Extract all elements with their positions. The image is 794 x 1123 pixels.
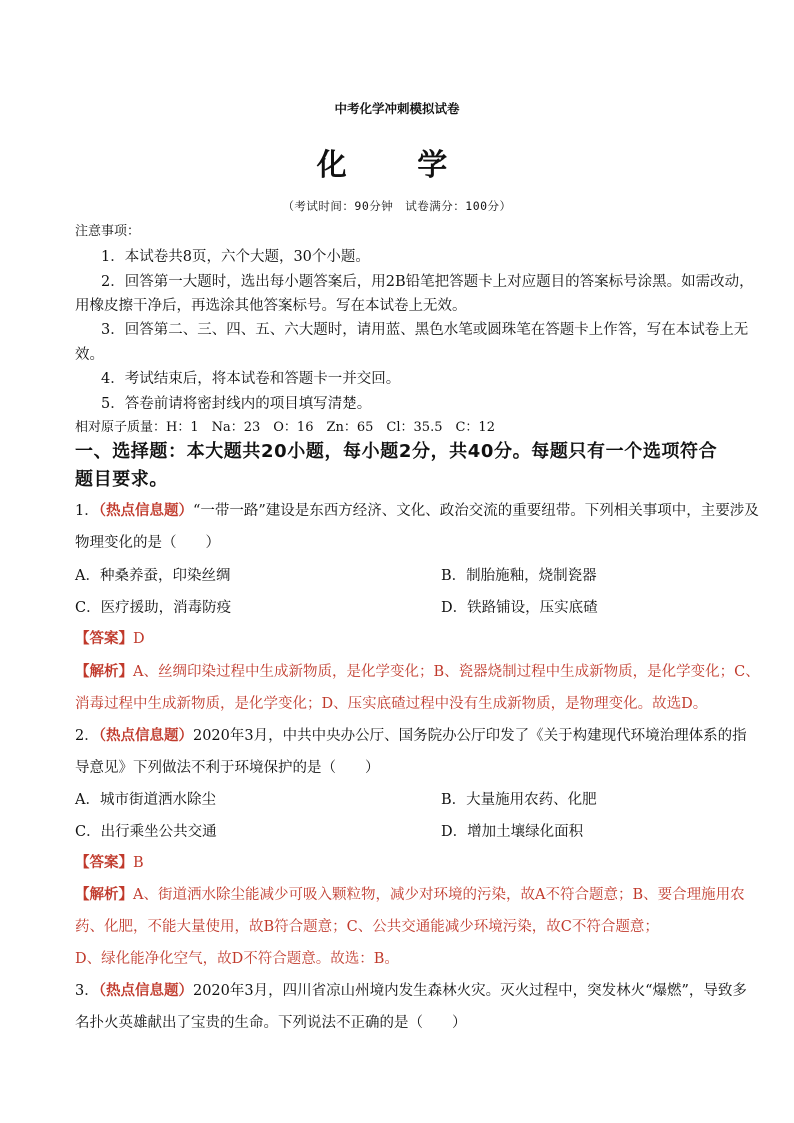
answer-label: 【答案】 bbox=[75, 854, 133, 871]
analysis-label: 【解析】 bbox=[75, 886, 133, 903]
option-a: A．城市街道洒水除尘 bbox=[75, 792, 216, 808]
question-3-stem-cont: 名扑火英雄献出了宝贵的生命。下列说法不正确的是（ ） bbox=[75, 1015, 467, 1031]
question-2-analysis-cont: D、绿化能净化空气，故D不符合题意。故选：B。 bbox=[75, 951, 399, 967]
answer-value: D bbox=[133, 631, 145, 647]
answer-value: B bbox=[133, 855, 144, 871]
question-1-options-row1 bbox=[75, 564, 715, 585]
notes-heading: 注意事项： bbox=[75, 224, 141, 239]
question-2-options-row2 bbox=[75, 820, 715, 841]
option-b: B．大量施用农药、化肥 bbox=[441, 792, 597, 808]
question-number: 3． bbox=[75, 983, 99, 999]
analysis-label: 【解析】 bbox=[75, 663, 133, 680]
note-item: 3．回答第二、三、四、五、六大题时，请用蓝、黑色水笔或圆珠笔在答题卡上作答，写在本试卷上无 bbox=[101, 322, 749, 338]
option-c: C．医疗援助，消毒防疫 bbox=[75, 600, 232, 616]
question-1-answer bbox=[75, 627, 145, 648]
note-item: 用橡皮擦干净后，再选涂其他答案标号。写在本试卷上无效。 bbox=[75, 298, 467, 314]
exam-title: 化 学 bbox=[316, 148, 478, 183]
question-3-stem bbox=[75, 979, 747, 1000]
question-1-stem bbox=[75, 499, 759, 520]
question-text: 2020年3月，中共中央办公厅、国务院办公厅印发了《关于构建现代环境治理体系的指 bbox=[192, 728, 747, 744]
question-tag: （热点信息题） bbox=[98, 502, 193, 519]
atomic-mass: 相对原子质量：H：1 Na：23 O：16 Zn：65 Cl：35.5 C：12 bbox=[75, 420, 495, 435]
question-number: 1． bbox=[75, 503, 99, 519]
note-item: 4．考试结束后，将本试卷和答题卡一并交回。 bbox=[101, 371, 401, 387]
question-1-analysis-cont: 消毒过程中生成新物质，是化学变化；D、压实底碴过程中没有生成新物质，是物理变化。故选D。 bbox=[75, 696, 708, 712]
note-item: 2．回答第一大题时，选出每小题答案后，用2B铅笔把答题卡上对应题目的答案标号涂黑。如需改动， bbox=[101, 274, 754, 290]
question-2-answer bbox=[75, 851, 144, 872]
question-2-analysis-cont: 药、化肥，不能大量使用，故B符合题意；C、公共交通能减少环境污染，故C不符合题意； bbox=[75, 919, 659, 935]
exam-subtitle: 中考化学冲刺模拟试卷 bbox=[334, 101, 460, 116]
option-d: D．铁路铺设，压实底碴 bbox=[441, 600, 598, 616]
question-1-options-row2 bbox=[75, 596, 715, 617]
question-tag: （热点信息题） bbox=[98, 727, 193, 744]
note-item: 效。 bbox=[75, 347, 104, 363]
option-b: B．制胎施釉，烧制瓷器 bbox=[441, 568, 597, 584]
question-2-options-row1 bbox=[75, 788, 715, 809]
note-item: 1．本试卷共8页，六个大题，30个小题。 bbox=[101, 249, 370, 265]
option-a: A．种桑养蚕，印染丝绸 bbox=[75, 568, 231, 584]
question-text: 2020年3月，四川省凉山州境内发生森林火灾。灭火过程中，突发林火“爆燃”，导致多 bbox=[192, 983, 747, 999]
exam-meta: （考试时间：90分钟 试卷满分：100分） bbox=[282, 199, 512, 213]
question-1-stem-cont: 物理变化的是（ ） bbox=[75, 535, 220, 551]
option-c: C．出行乘坐公共交通 bbox=[75, 824, 217, 840]
question-2-analysis bbox=[75, 883, 745, 904]
question-text: “一带一路”建设是东西方经济、文化、政治交流的重要纽带。下列相关事项中，主要涉及 bbox=[192, 503, 759, 519]
analysis-text: A、丝绸印染过程中生成新物质，是化学变化；B、瓷器烧制过程中生成新物质，是化学变化；C、 bbox=[133, 664, 760, 680]
question-number: 2． bbox=[75, 728, 99, 744]
note-item: 5．答卷前请将密封线内的项目填写清楚。 bbox=[101, 396, 372, 412]
answer-label: 【答案】 bbox=[75, 630, 133, 647]
section-heading-cont: 题目要求。 bbox=[75, 469, 168, 490]
option-d: D．增加土壤绿化面积 bbox=[441, 824, 584, 840]
question-tag: （热点信息题） bbox=[98, 982, 193, 999]
analysis-text: A、街道洒水除尘能减少可吸入颗粒物，减少对环境的污染，故A不符合题意；B、要合理施用农 bbox=[133, 887, 745, 903]
question-2-stem bbox=[75, 724, 747, 745]
section-heading: 一、选择题：本大题共20小题，每小题2分，共40分。每题只有一个选项符合 bbox=[75, 441, 718, 462]
question-1-analysis bbox=[75, 660, 760, 681]
question-2-stem-cont: 导意见》下列做法不利于环境保护的是（ ） bbox=[75, 760, 380, 776]
